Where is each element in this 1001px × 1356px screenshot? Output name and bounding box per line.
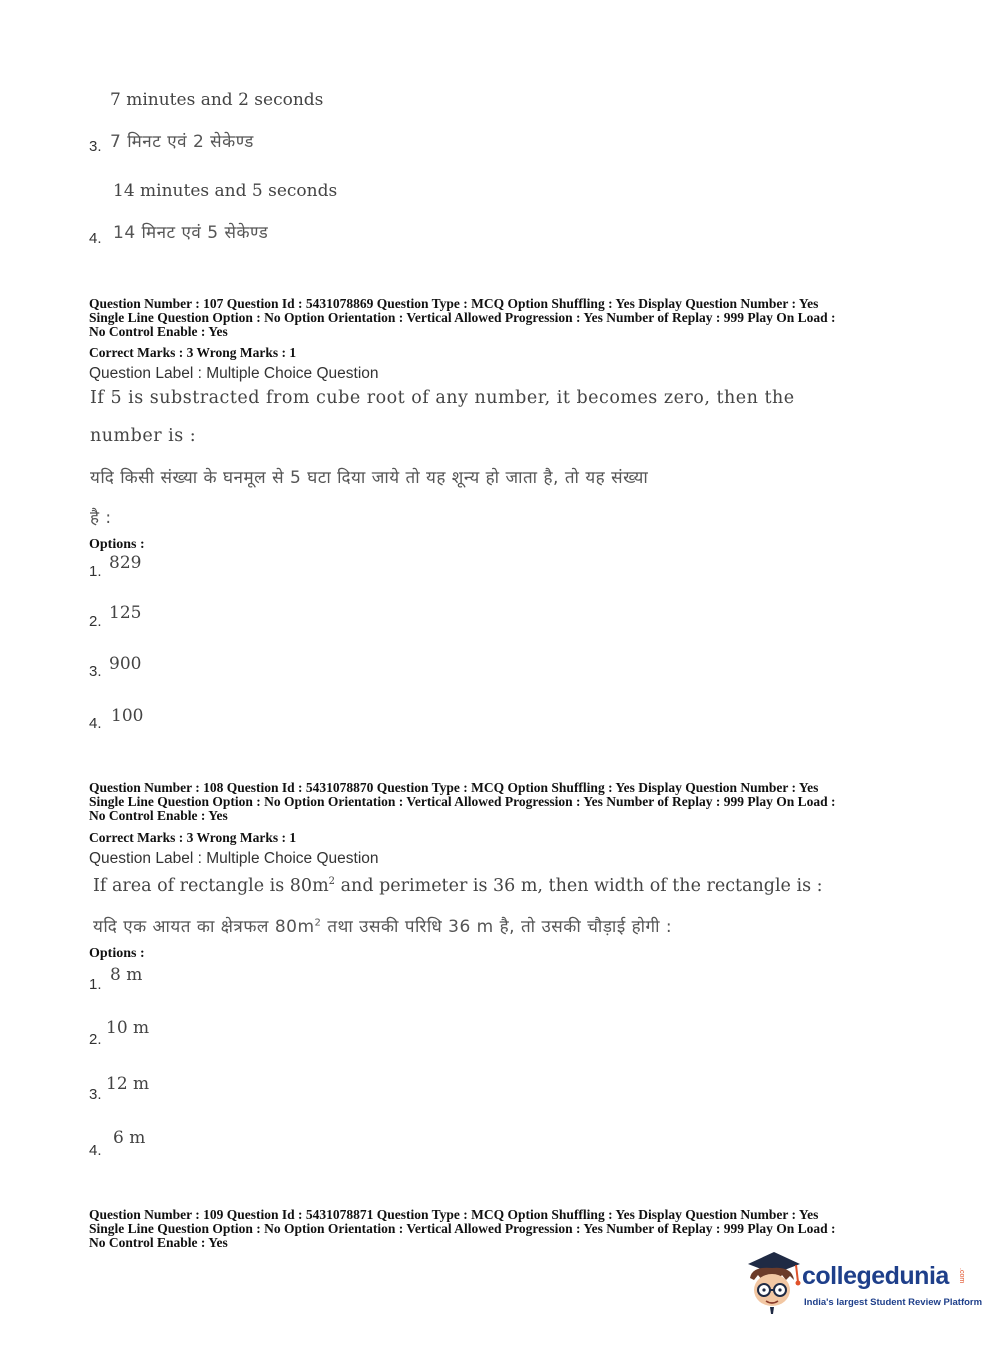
q108-option-1-value: 8 m (110, 965, 143, 985)
q107-meta-line-3: No Control Enable : Yes (89, 324, 228, 339)
q107-option-4-number: 4. (89, 715, 102, 732)
q108-option-4-value: 6 m (113, 1128, 146, 1148)
q107-question-label: Question Label : Multiple Choice Question (89, 365, 379, 382)
q107-option-2-value: 125 (109, 603, 142, 623)
q108-option-1-number: 1. (89, 976, 102, 993)
q107-text-en-line-2: number is : (90, 426, 197, 446)
q107-text-hi-line-2: है : (90, 508, 112, 528)
q107-text-hi-line-1: यदि किसी संख्या के घनमूल से 5 घटा दिया जाये तो यह शून्य हो जाता है, तो यह संख्या (90, 468, 649, 488)
collegedunia-logo[interactable] (742, 1250, 983, 1322)
q107-text-en-line-1: If 5 is substracted from cube root of any number, it becomes zero, then the (90, 388, 795, 408)
q108-option-2-value: 10 m (106, 1018, 150, 1038)
q107-meta-line-2: Single Line Question Option : No Option Orientation : Vertical Allowed Progression : Yes Number of Replay : 999 Play On Load : (89, 310, 836, 325)
q107-options-label: Options : (89, 537, 145, 552)
q107-option-1-number: 1. (89, 563, 102, 580)
logo-tagline: India's largest Student Review Platform (804, 1297, 983, 1308)
mascot-icon (742, 1250, 804, 1316)
prev-option-3-hi: 7 मिनट एवं 2 सेकेण्ड (110, 132, 254, 152)
q107-option-1-value: 829 (109, 553, 142, 573)
q107-option-4-value: 100 (111, 706, 144, 726)
q107-option-3-value: 900 (109, 654, 142, 674)
prev-option-4-hi: 14 मिनट एवं 5 सेकेण्ड (113, 223, 269, 243)
prev-option-3-en: 7 minutes and 2 seconds (110, 90, 324, 110)
q108-option-3-value: 12 m (106, 1074, 150, 1094)
logo-com: .com (958, 1268, 965, 1284)
q108-option-2-number: 2. (89, 1031, 102, 1048)
logo-wordmark: collegedunia (802, 1262, 949, 1290)
q108-text-en: If area of rectangle is $80m^2$ and perimeter is 36 m, then width of the rectangle is : (93, 876, 823, 896)
q109-meta-line-2: Single Line Question Option : No Option Orientation : Vertical Allowed Progression : Yes Number of Replay : 999 Play On Load : (89, 1221, 836, 1236)
q108-meta-line-2: Single Line Question Option : No Option Orientation : Vertical Allowed Progression : Yes Number of Replay : 999 Play On Load : (89, 794, 836, 809)
q107-option-2-number: 2. (89, 613, 102, 630)
q108-text-hi: यदि एक आयत का क्षेत्रफल $80m^2$ तथा उसकी परिधि 36 m है, तो उसकी चौड़ाई होगी : (93, 917, 673, 937)
q107-meta-line-1: Question Number : 107 Question Id : 5431078869 Question Type : MCQ Option Shuffling : Yes Display Question Number : Yes (89, 296, 819, 311)
prev-option-4-number: 4. (89, 230, 102, 247)
q108-options-label: Options : (89, 946, 145, 961)
q108-meta-line-1: Question Number : 108 Question Id : 5431078870 Question Type : MCQ Option Shuffling : Yes Display Question Number : Yes (89, 780, 819, 795)
q108-question-label: Question Label : Multiple Choice Question (89, 850, 379, 867)
q107-option-3-number: 3. (89, 663, 102, 680)
q108-marks: Correct Marks : 3 Wrong Marks : 1 (89, 830, 297, 845)
q108-option-4-number: 4. (89, 1142, 102, 1159)
q107-marks: Correct Marks : 3 Wrong Marks : 1 (89, 345, 297, 360)
q108-meta-line-3: No Control Enable : Yes (89, 808, 228, 823)
q108-option-3-number: 3. (89, 1086, 102, 1103)
q109-meta-line-1: Question Number : 109 Question Id : 5431078871 Question Type : MCQ Option Shuffling : Yes Display Question Number : Yes (89, 1207, 819, 1222)
prev-option-4-en: 14 minutes and 5 seconds (113, 181, 338, 201)
prev-option-3-number: 3. (89, 138, 102, 155)
q109-meta-line-3: No Control Enable : Yes (89, 1235, 228, 1250)
